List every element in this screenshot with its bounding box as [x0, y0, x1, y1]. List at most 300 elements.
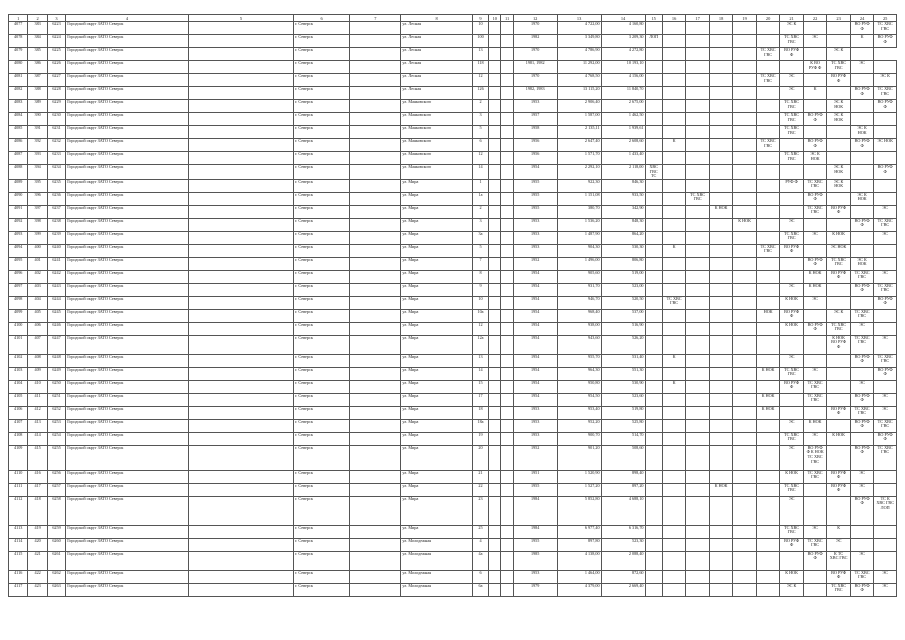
- cell-building-code: 6252: [47, 406, 65, 419]
- cell-column-23: [827, 296, 851, 309]
- cell-building-code: 6245: [47, 309, 65, 322]
- cell-settlement: г. Северск: [294, 231, 350, 244]
- cell-living-area: 2 675,00: [601, 100, 645, 113]
- cell-column-16: К: [662, 139, 686, 152]
- cell-column-7: [350, 393, 401, 406]
- cell-entry-number: 394: [28, 165, 47, 180]
- cell-column-21: ТС ХВС ГВС: [780, 100, 804, 113]
- cell-column-19: [733, 406, 757, 419]
- cell-column-22: ЭС: [803, 35, 827, 48]
- cell-row-number: 4101: [9, 335, 28, 354]
- cell-building-code: 6250: [47, 380, 65, 393]
- cell-row-number: 4091: [9, 205, 28, 218]
- table-row: [9, 406, 897, 419]
- cell-column-22: [803, 583, 827, 596]
- cell-column-22: [803, 100, 827, 113]
- cell-column-21: ТС ХВС ГВС: [780, 152, 804, 165]
- table-row: [9, 393, 897, 406]
- cell-column-20: [756, 192, 780, 205]
- cell-house-number: 4: [472, 538, 488, 551]
- cell-column-17: [686, 538, 710, 551]
- cell-house-number: 23: [472, 496, 488, 525]
- cell-settlement: г. Северск: [294, 309, 350, 322]
- cell-municipality: Городской округ ЗАТО Северск: [66, 432, 189, 445]
- cell-total-area: 931,70: [557, 283, 601, 296]
- cell-column-21: РУФ Ф: [780, 179, 804, 192]
- cell-settlement: г. Северск: [294, 165, 350, 180]
- cell-entry-number: 420: [28, 538, 47, 551]
- cell-house-number: 13: [472, 48, 488, 61]
- cell-column-11: [501, 445, 513, 470]
- cell-column-24: ЭС: [850, 322, 874, 335]
- cell-building-code: 6249: [47, 367, 65, 380]
- cell-row-number: 4086: [9, 139, 28, 152]
- cell-column-18: [709, 335, 733, 354]
- cell-street: ул. Маяковского: [401, 113, 473, 126]
- cell-column-16: [662, 35, 686, 48]
- cell-column-22: [803, 570, 827, 583]
- cell-column-15: [645, 538, 662, 551]
- cell-column-20: [756, 525, 780, 538]
- cell-column-10: [489, 483, 501, 496]
- cell-column-24: ВО РУФ Ф: [850, 283, 874, 296]
- cell-column-23: [827, 87, 851, 100]
- cell-column-19: [733, 496, 757, 525]
- cell-living-area: 4 688,10: [601, 496, 645, 525]
- cell-column-19: [733, 393, 757, 406]
- cell-municipality: Городской округ ЗАТО Северск: [66, 354, 189, 367]
- cell-column-19: [733, 354, 757, 367]
- cell-column-21: [780, 192, 804, 205]
- cell-column-17: [686, 283, 710, 296]
- cell-building-code: 6251: [47, 393, 65, 406]
- cell-column-7: [350, 322, 401, 335]
- cell-municipality: Городской округ ЗАТО Северск: [66, 483, 189, 496]
- table-row: [9, 231, 897, 244]
- cell-column-20: [756, 100, 780, 113]
- cell-column-22: ВО РУФ Ф: [803, 551, 827, 570]
- cell-column-7: [350, 152, 401, 165]
- cell-column-21: ВО РУФ Ф: [780, 48, 804, 61]
- cell-column-16: [662, 270, 686, 283]
- cell-column-15: [645, 152, 662, 165]
- cell-column-10: [489, 322, 501, 335]
- table-row: [9, 100, 897, 113]
- cell-row-number: 4107: [9, 419, 28, 432]
- cell-column-19: [733, 432, 757, 445]
- cell-column-23: ВО РУФ Ф: [827, 270, 851, 283]
- table-row: [9, 192, 897, 205]
- cell-column-20: К НОК: [756, 393, 780, 406]
- cell-column-24: [850, 296, 874, 309]
- cell-total-area: 11 292,00: [557, 61, 601, 74]
- header-col-2: 2: [28, 15, 47, 22]
- cell-build-year: 1955: [513, 179, 557, 192]
- cell-column-19: [733, 231, 757, 244]
- cell-column-25: ТС ХВС ГВС: [874, 354, 897, 367]
- cell-column-24: ЭС К НОК: [850, 257, 874, 270]
- cell-house-number: 5: [472, 126, 488, 139]
- cell-column-10: [489, 525, 501, 538]
- cell-column-25: ЭС: [874, 583, 897, 596]
- cell-column-21: ЭС: [780, 354, 804, 367]
- cell-settlement: г. Северск: [294, 283, 350, 296]
- cell-total-area: 968,40: [557, 309, 601, 322]
- cell-column-24: [850, 165, 874, 180]
- cell-row-number: 4092: [9, 218, 28, 231]
- cell-column-17: [686, 525, 710, 538]
- cell-build-year: 1953: [513, 244, 557, 257]
- cell-column-16: [662, 218, 686, 231]
- cell-column-15: [645, 483, 662, 496]
- cell-column-15: [645, 48, 662, 61]
- cell-house-number: 12: [472, 74, 488, 87]
- cell-column-20: [756, 126, 780, 139]
- cell-column-11: [501, 257, 513, 270]
- cell-column-20: [756, 152, 780, 165]
- cell-column-19: [733, 270, 757, 283]
- cell-column-23: ЭС К НОК: [827, 100, 851, 113]
- cell-column-20: ТС ХВС ГВС: [756, 244, 780, 257]
- cell-entry-number: 417: [28, 483, 47, 496]
- cell-column-11: [501, 165, 513, 180]
- cell-house-number: 8: [472, 270, 488, 283]
- cell-total-area: 380,70: [557, 205, 601, 218]
- cell-row-number: 4116: [9, 570, 28, 583]
- cell-column-17: [686, 165, 710, 180]
- table-row: [9, 61, 897, 74]
- cell-column-22: [803, 406, 827, 419]
- cell-column-24: [850, 205, 874, 218]
- cell-column-24: [850, 538, 874, 551]
- cell-living-area: 537,00: [601, 309, 645, 322]
- cell-municipality: Городской округ ЗАТО Северск: [66, 87, 189, 100]
- cell-street: ул. Молодежная: [401, 551, 473, 570]
- cell-column-21: ТС ХВС ГВС: [780, 231, 804, 244]
- cell-column-11: [501, 126, 513, 139]
- cell-column-5: [188, 583, 293, 596]
- cell-column-11: [501, 538, 513, 551]
- cell-column-22: ТС ХВС ГВС: [803, 470, 827, 483]
- cell-build-year: 1970: [513, 22, 557, 35]
- cell-column-10: [489, 113, 501, 126]
- cell-column-22: [803, 165, 827, 180]
- cell-column-17: [686, 380, 710, 393]
- cell-column-7: [350, 139, 401, 152]
- cell-column-24: [850, 432, 874, 445]
- cell-column-25: ТС ХВС ГВС: [874, 218, 897, 231]
- cell-column-5: [188, 367, 293, 380]
- cell-column-11: [501, 322, 513, 335]
- cell-column-10: [489, 419, 501, 432]
- cell-build-year: 1955: [513, 192, 557, 205]
- cell-total-area: 964,30: [557, 367, 601, 380]
- cell-entry-number: 397: [28, 205, 47, 218]
- cell-column-23: ТС ХВС ГВС: [827, 322, 851, 335]
- cell-column-24: ВО РУФ Ф: [850, 218, 874, 231]
- cell-street: ул. Лесная: [401, 48, 473, 61]
- cell-column-25: ЭС: [874, 205, 897, 218]
- cell-living-area: 864,20: [601, 231, 645, 244]
- cell-row-number: 4108: [9, 432, 28, 445]
- cell-entry-number: 419: [28, 525, 47, 538]
- cell-house-number: 3а: [472, 231, 488, 244]
- cell-column-7: [350, 354, 401, 367]
- cell-build-year: 1953: [513, 231, 557, 244]
- cell-column-18: [709, 244, 733, 257]
- cell-column-21: ЭС: [780, 218, 804, 231]
- cell-row-number: 4082: [9, 87, 28, 100]
- cell-column-15: [645, 179, 662, 192]
- cell-column-10: [489, 231, 501, 244]
- cell-column-10: [489, 354, 501, 367]
- table-row: [9, 583, 897, 596]
- cell-column-22: [803, 354, 827, 367]
- cell-row-number: 4077: [9, 22, 28, 35]
- cell-column-5: [188, 218, 293, 231]
- cell-municipality: Городской округ ЗАТО Северск: [66, 322, 189, 335]
- cell-municipality: Городской округ ЗАТО Северск: [66, 367, 189, 380]
- cell-column-16: [662, 483, 686, 496]
- cell-municipality: Городской округ ЗАТО Северск: [66, 48, 189, 61]
- cell-entry-number: 405: [28, 309, 47, 322]
- cell-column-22: ВО РУФ Ф: [803, 192, 827, 205]
- table-row: [9, 22, 897, 35]
- cell-living-area: 806,80: [601, 257, 645, 270]
- cell-column-15: [645, 139, 662, 152]
- cell-column-10: [489, 218, 501, 231]
- cell-column-5: [188, 393, 293, 406]
- cell-settlement: г. Северск: [294, 35, 350, 48]
- cell-column-22: ВО РУФ Ф: [803, 139, 827, 152]
- cell-build-year: 1953: [513, 419, 557, 432]
- cell-living-area: 519,00: [601, 270, 645, 283]
- cell-column-18: [709, 419, 733, 432]
- cell-build-year: 1954: [513, 309, 557, 322]
- table-row: [9, 152, 897, 165]
- cell-street: ул. Мира: [401, 432, 473, 445]
- cell-column-7: [350, 551, 401, 570]
- cell-column-20: [756, 419, 780, 432]
- cell-column-22: [803, 126, 827, 139]
- cell-column-23: [827, 380, 851, 393]
- cell-entry-number: 414: [28, 432, 47, 445]
- cell-column-11: [501, 61, 513, 74]
- cell-row-number: 4093: [9, 231, 28, 244]
- cell-row-number: 4095: [9, 257, 28, 270]
- cell-column-19: [733, 244, 757, 257]
- cell-column-17: [686, 570, 710, 583]
- cell-column-21: ЭС К: [780, 583, 804, 596]
- cell-column-25: ВО РУФ Ф: [874, 367, 897, 380]
- cell-column-10: [489, 551, 501, 570]
- cell-column-7: [350, 113, 401, 126]
- cell-column-16: [662, 538, 686, 551]
- cell-column-18: [709, 538, 733, 551]
- cell-column-20: [756, 231, 780, 244]
- cell-column-17: [686, 445, 710, 470]
- cell-living-area: 933,50: [601, 192, 645, 205]
- cell-column-21: [780, 551, 804, 570]
- cell-building-code: 6243: [47, 283, 65, 296]
- cell-column-21: ТС ХВС ГВС: [780, 126, 804, 139]
- cell-settlement: г. Северск: [294, 432, 350, 445]
- cell-build-year: 1952: [513, 445, 557, 470]
- cell-column-11: [501, 406, 513, 419]
- cell-street: ул. Маяковского: [401, 100, 473, 113]
- table-row: [9, 283, 897, 296]
- cell-house-number: 7: [472, 257, 488, 270]
- cell-building-code: 6244: [47, 296, 65, 309]
- cell-column-24: [850, 231, 874, 244]
- cell-column-15: [645, 296, 662, 309]
- cell-column-5: [188, 283, 293, 296]
- cell-street: ул. Мира: [401, 470, 473, 483]
- cell-column-16: ТС ХВС ГВС: [662, 296, 686, 309]
- cell-column-7: [350, 218, 401, 231]
- cell-street: ул. Лесная: [401, 22, 473, 35]
- cell-total-area: 905,60: [557, 270, 601, 283]
- cell-column-20: ТС ХВС ГВС: [756, 139, 780, 152]
- cell-row-number: 4098: [9, 296, 28, 309]
- cell-column-20: НОК: [756, 309, 780, 322]
- cell-build-year: 1954: [513, 335, 557, 354]
- cell-living-area: 526,20: [601, 335, 645, 354]
- cell-row-number: 4117: [9, 583, 28, 596]
- cell-column-25: ЭС К: [874, 74, 897, 87]
- cell-column-23: ЭС К: [827, 309, 851, 322]
- cell-municipality: Городской округ ЗАТО Северск: [66, 126, 189, 139]
- cell-column-25: [874, 483, 897, 496]
- cell-column-22: ЭС: [803, 525, 827, 538]
- cell-total-area: 3 349,80: [557, 35, 601, 48]
- cell-total-area: 900,70: [557, 432, 601, 445]
- cell-municipality: Городской округ ЗАТО Северск: [66, 393, 189, 406]
- cell-entry-number: 412: [28, 406, 47, 419]
- header-col-19: 19: [733, 15, 757, 22]
- header-col-11: 11: [501, 15, 513, 22]
- cell-entry-number: 399: [28, 231, 47, 244]
- cell-living-area: 4 156,00: [601, 74, 645, 87]
- header-col-6: 6: [294, 15, 350, 22]
- cell-entry-number: 422: [28, 570, 47, 583]
- cell-entry-number: 401: [28, 257, 47, 270]
- cell-build-year: 1954: [513, 165, 557, 180]
- cell-row-number: 4085: [9, 126, 28, 139]
- cell-build-year: 1953: [513, 218, 557, 231]
- cell-settlement: г. Северск: [294, 218, 350, 231]
- cell-column-22: ЭС: [803, 432, 827, 445]
- cell-living-area: 516,90: [601, 322, 645, 335]
- cell-column-19: [733, 22, 757, 35]
- cell-column-10: [489, 165, 501, 180]
- cell-column-21: К НОК: [780, 570, 804, 583]
- cell-column-15: [645, 393, 662, 406]
- cell-entry-number: 404: [28, 296, 47, 309]
- cell-house-number: 5: [472, 244, 488, 257]
- cell-street: ул. Мира: [401, 205, 473, 218]
- cell-settlement: г. Северск: [294, 483, 350, 496]
- cell-build-year: 1953: [513, 570, 557, 583]
- cell-settlement: г. Северск: [294, 583, 350, 596]
- cell-column-24: К: [850, 35, 874, 48]
- cell-total-area: 1 464,00: [557, 570, 601, 583]
- cell-column-21: ТС ХВС ГВС: [780, 432, 804, 445]
- cell-column-24: ТС ХВС ГВС: [850, 309, 874, 322]
- cell-column-25: ТС ХВС ГВС: [874, 87, 897, 100]
- cell-column-7: [350, 406, 401, 419]
- cell-column-5: [188, 35, 293, 48]
- cell-column-22: К: [803, 87, 827, 100]
- cell-column-20: [756, 432, 780, 445]
- cell-column-5: [188, 126, 293, 139]
- cell-column-20: [756, 583, 780, 596]
- cell-building-code: 6248: [47, 354, 65, 367]
- cell-municipality: Городской округ ЗАТО Северск: [66, 257, 189, 270]
- cell-municipality: Городской округ ЗАТО Северск: [66, 22, 189, 35]
- cell-settlement: г. Северск: [294, 380, 350, 393]
- cell-build-year: 1954: [513, 270, 557, 283]
- cell-settlement: г. Северск: [294, 322, 350, 335]
- table-row: [9, 419, 897, 432]
- cell-column-17: [686, 270, 710, 283]
- cell-column-20: [756, 22, 780, 35]
- cell-column-24: ВО РУФ Ф: [850, 87, 874, 100]
- cell-column-15: [645, 406, 662, 419]
- cell-column-15: [645, 244, 662, 257]
- header-col-7: 7: [350, 15, 401, 22]
- cell-column-24: [850, 367, 874, 380]
- cell-column-21: [780, 270, 804, 283]
- cell-street: ул. Мира: [401, 309, 473, 322]
- cell-column-17: [686, 139, 710, 152]
- cell-living-area: 520,50: [601, 296, 645, 309]
- cell-column-10: [489, 126, 501, 139]
- cell-column-21: К НОК: [780, 322, 804, 335]
- cell-column-25: [874, 126, 897, 139]
- cell-column-19: [733, 87, 757, 100]
- cell-row-number: 4099: [9, 309, 28, 322]
- cell-municipality: Городской округ ЗАТО Северск: [66, 283, 189, 296]
- cell-house-number: 12: [472, 322, 488, 335]
- cell-column-5: [188, 74, 293, 87]
- cell-column-21: ЭС: [780, 283, 804, 296]
- cell-column-18: [709, 35, 733, 48]
- cell-settlement: г. Северск: [294, 354, 350, 367]
- cell-column-11: [501, 525, 513, 538]
- cell-column-18: [709, 218, 733, 231]
- cell-column-10: [489, 432, 501, 445]
- cell-column-17: [686, 496, 710, 525]
- cell-column-16: [662, 113, 686, 126]
- cell-column-5: [188, 432, 293, 445]
- cell-column-7: [350, 126, 401, 139]
- table-row: [9, 126, 897, 139]
- cell-street: ул. Молодежная: [401, 583, 473, 596]
- cell-column-21: ЭС: [780, 419, 804, 432]
- cell-municipality: Городской округ ЗАТО Северск: [66, 231, 189, 244]
- cell-settlement: г. Северск: [294, 48, 350, 61]
- cell-column-15: [645, 322, 662, 335]
- cell-municipality: Городской округ ЗАТО Северск: [66, 139, 189, 152]
- cell-column-17: [686, 257, 710, 270]
- cell-settlement: г. Северск: [294, 470, 350, 483]
- housing-register-table: [8, 14, 897, 597]
- cell-column-18: [709, 309, 733, 322]
- cell-building-code: 6225: [47, 48, 65, 61]
- table-row: [9, 354, 897, 367]
- cell-total-area: 2 135,11: [557, 126, 601, 139]
